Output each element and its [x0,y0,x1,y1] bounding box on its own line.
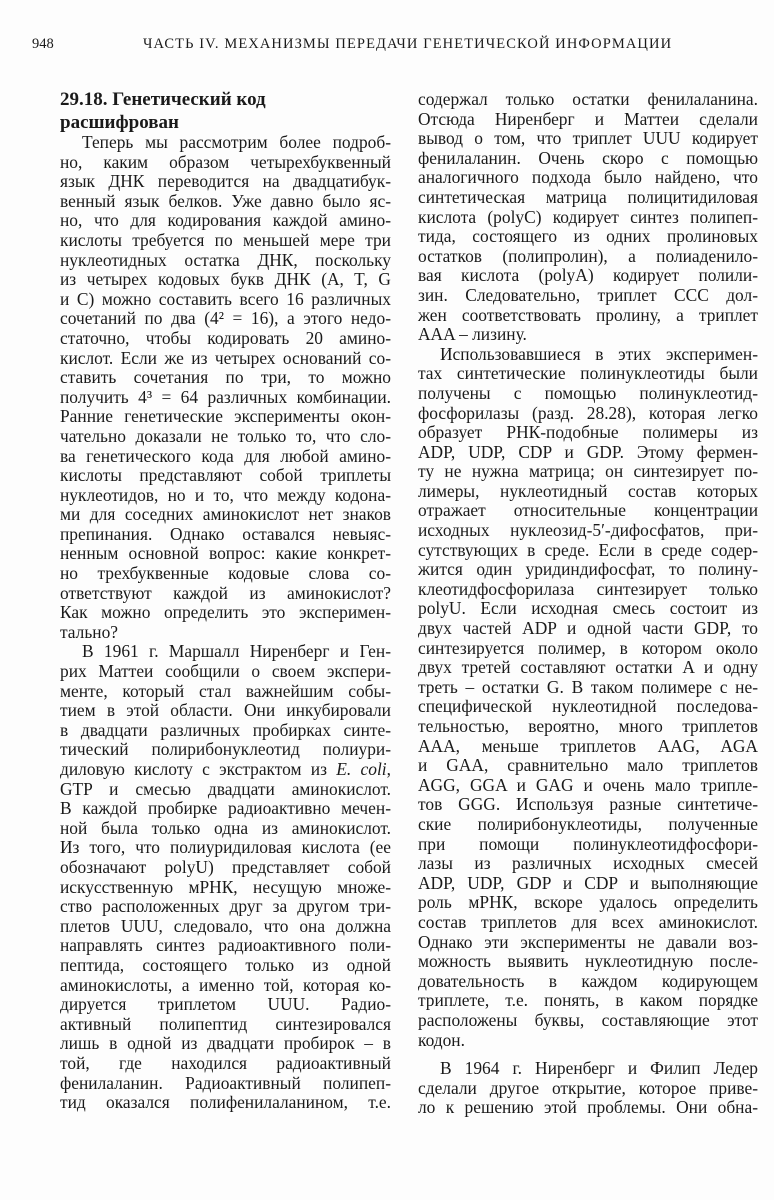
text-line: фосфорилазы (разд. 28.28), которая легко [418,402,758,423]
text-line: AGG, GGA и GAG и очень мало трипле- [418,774,758,795]
paragraph [60,642,391,1112]
text-line: вывод о том, что триплет UUU кодирует [418,128,758,149]
text-line: AAA – лизину. [418,324,527,345]
text-line: ответствуют каждой из аминокислот? [60,582,391,603]
paragraph [418,1059,758,1118]
text-line: В 1964 г. Ниренберг и Филип Ледер [440,1058,758,1079]
text-line: тально? [60,621,119,642]
text-line: ной была только одна из аминокислот. [60,817,391,838]
text-line: треть – остатки G. В таком полимере с не- [418,676,758,697]
text-segment: диловую кислоту с экстрактом из [60,759,337,779]
text-line: препинания. Однако оставался невыяс- [60,523,391,544]
text-line: триплете, т.е. понять, в каком порядке [418,990,758,1011]
text-line: отражает относительные концентрации [418,500,758,521]
text-line: получены с помощью полинуклеотид- [418,382,758,403]
text-line: ва генетического кода для любой амино- [60,445,391,466]
text-line: жится один уридиндифосфат, то полину- [418,559,758,580]
text-line: кислоты требуется по меньшей мере три [60,229,391,250]
text-line: В каждой пробирке радиоактивно мечен- [60,798,391,819]
text-line: кислота (polyC) кодирует синтез полипеп- [418,206,758,227]
text-line: фенилаланин. Радиоактивный полипеп- [60,1072,391,1093]
text-line: сделали другое открытие, которое приве- [418,1077,758,1098]
text-line: но, что для кодирования каждой амино- [60,210,391,231]
text-line: ADP, UDP, GDP и CDP и выполняющие [418,872,758,893]
text-segment: , [386,759,391,779]
text-line: активный полипептид синтезировался [60,1013,391,1034]
text-line: нуклеотидных остатка ДНК, поскольку [60,249,391,270]
text-line: жен соответствовать пролину, а триплет [418,304,758,325]
text-line: тический полирибонуклеотид полиури- [60,739,391,760]
text-line: содержал только остатки фенилаланина. [418,89,758,109]
text-line: ставить сочетания по три, то можно [60,367,391,388]
text-line: сочетаний по два (4² = 16), а этого недо- [60,308,391,329]
text-line: кислот. Если же из четырех оснований со- [60,347,391,368]
text-line: ство расположенных друг за другом три- [60,896,391,917]
text-line: тов GGG. Используя разные синтетиче- [418,794,758,815]
text-line: тием в этой области. Они инкубировали [60,700,391,721]
text-line: кислоты представляют собой триплеты [60,465,391,486]
text-line: и C) можно составить всего 16 различных [60,288,391,309]
text-line: синтетическая матрица полицитидиловая [418,186,758,207]
text-line: остатков (полипролин), а полиаденило- [418,245,758,266]
text-line: венный язык белков. Уже давно было яс- [60,190,391,211]
text-line: довательность в каждом кодирующем [418,970,758,991]
text-line: направлять синтез радиоактивного поли- [60,935,391,956]
text-line: синтезируется полимер, в котором около [418,637,758,658]
italic-text: E. coli [336,759,387,779]
section-title-line: расшифрован [60,112,179,133]
text-line: пептида, состоящего только из одной [60,954,391,975]
section-title-line: 29.18. Генетический код [60,89,266,110]
text-line: зин. Следовательно, триплет CCC дол- [418,284,758,305]
text-line: ми для соседних аминокислот нет знаков [60,504,391,525]
text-line: тид оказался полифенилаланином, т.е. [60,1092,391,1113]
text-line: кодон. [418,1029,465,1050]
text-line: Ранние генетические эксперименты окон- [60,406,391,427]
text-line: из четырех кодовых букв ДНК (A, T, G [60,269,391,290]
text-line: менте, который стал важнейшим собы- [60,680,391,701]
text-line: тах синтетические полинуклеотиды были [418,363,758,384]
text-line: polyU. Если исходная смесь состоит из [418,598,758,619]
text-line: аналогичного подхода было найдено, что [418,167,758,188]
left-column [60,133,391,1113]
text-line: чательно доказали не только то, что сло- [60,425,391,446]
text-line: ту не нужна матрица; он синтезирует по- [418,461,758,482]
text-line: двух третей составляют остатки A и одну [418,657,758,678]
text-line: плетов UUU, следовало, что она должна [60,915,391,936]
text-line: Как можно определить это эксперимен- [60,602,391,623]
text-line: Теперь мы рассмотрим более подроб- [82,132,391,152]
text-line: язык ДНК переводится на двадцатибук- [60,171,391,192]
text-line: лимеры, нуклеотидный состав которых [418,480,758,501]
text-line: образует РНК-подобные полимеры из [418,422,758,443]
text-line: аминокислоты, а именно той, которая ко- [60,974,391,995]
text-line: GTP и смесью двадцати аминокислот. [60,778,391,799]
text-line: ненным основной вопрос: какие конкрет- [60,543,391,564]
text-line: ло к решению этой проблемы. Они обна- [418,1097,758,1118]
running-header [32,36,767,56]
text-line: сутствующих в среде. Если в среде содер- [418,539,758,560]
text-line: В 1961 г. Маршалл Ниренберг и Ген- [82,641,391,662]
paragraph [418,345,758,1050]
text-line: рих Маттеи сообщили о своем экспери- [60,661,391,682]
text-line: состав триплетов для всех аминокислот. [418,911,758,932]
text-line: Отсюда Ниренберг и Маттеи сделали [418,108,758,129]
text-line: можность выявить нуклеотидную после- [418,951,758,972]
text-line: той, где находился радиоактивный [60,1052,391,1073]
text-line: тида, состоящего из одних пролиновых [418,226,758,247]
section-title [60,88,266,134]
text-line: роль мРНК, вскоре удалось определить [418,892,758,913]
text-line: AAA, меньше триплетов AAG, AGA [418,735,758,756]
text-line: ские полирибонуклеотиды, полученные [418,813,758,834]
text-line: тельностью, вероятно, много триплетов [418,716,758,736]
text-line: лазы из различных исходных смесей [418,853,758,874]
text-line: но трехбуквенные кодовые слова со- [60,563,391,584]
text-line: в двадцати различных пробирках синте- [60,719,391,740]
text-line: лишь в одной из двадцати пробирок – в [60,1033,391,1054]
text-line: фенилаланин. Очень скоро с помощью [418,147,758,168]
text-line: двух частей ADP и одной части GDP, то [418,618,758,639]
text-line: Использовавшиеся в этих эксперимен- [440,343,758,364]
text-line: статочно, чтобы кодировать 20 амино- [60,327,391,348]
text-line: исходных нуклеозид-5′-дифосфатов, при- [418,520,758,541]
paragraph [60,133,391,642]
text-line: клеотидфосфорилаза синтезирует только [418,578,758,599]
text-line: Однако эти эксперименты не давали воз- [418,931,758,952]
right-column [418,90,758,1118]
text-line: обозначают polyU) представляет собой [60,856,391,877]
text-line: расположены буквы, составляющие этот [418,1009,758,1030]
text-line: при помощи полинуклеотидфосфори- [418,833,758,854]
page-number: 948 [32,36,54,52]
text-line: получить 4³ = 64 различных комбинации. [60,386,391,407]
running-title: ЧАСТЬ IV. МЕХАНИЗМЫ ПЕРЕДАЧИ ГЕНЕТИЧЕСКОЙ ИНФОРМАЦИИ [143,36,673,52]
paragraph [418,90,758,345]
text-line: Из того, что полиуридиловая кислота (ее [60,837,391,858]
text-line: ADP, UDP, CDP и GDP. Этому фермен- [418,441,758,462]
text-line: дируется триплетом UUU. Радио- [60,994,391,1015]
text-line: но, каким образом четырехбуквенный [60,151,391,172]
text-line [60,760,391,780]
text-line: нуклеотидов, но и то, что между кодона- [60,484,391,505]
text-line: специфической нуклеотидной последова- [418,696,758,717]
text-line: вая кислота (polyA) кодирует полили- [418,265,758,286]
text-line: и GAA, сравнительно мало триплетов [418,755,758,776]
text-line: искусственную мРНК, несущую множе- [60,876,391,897]
